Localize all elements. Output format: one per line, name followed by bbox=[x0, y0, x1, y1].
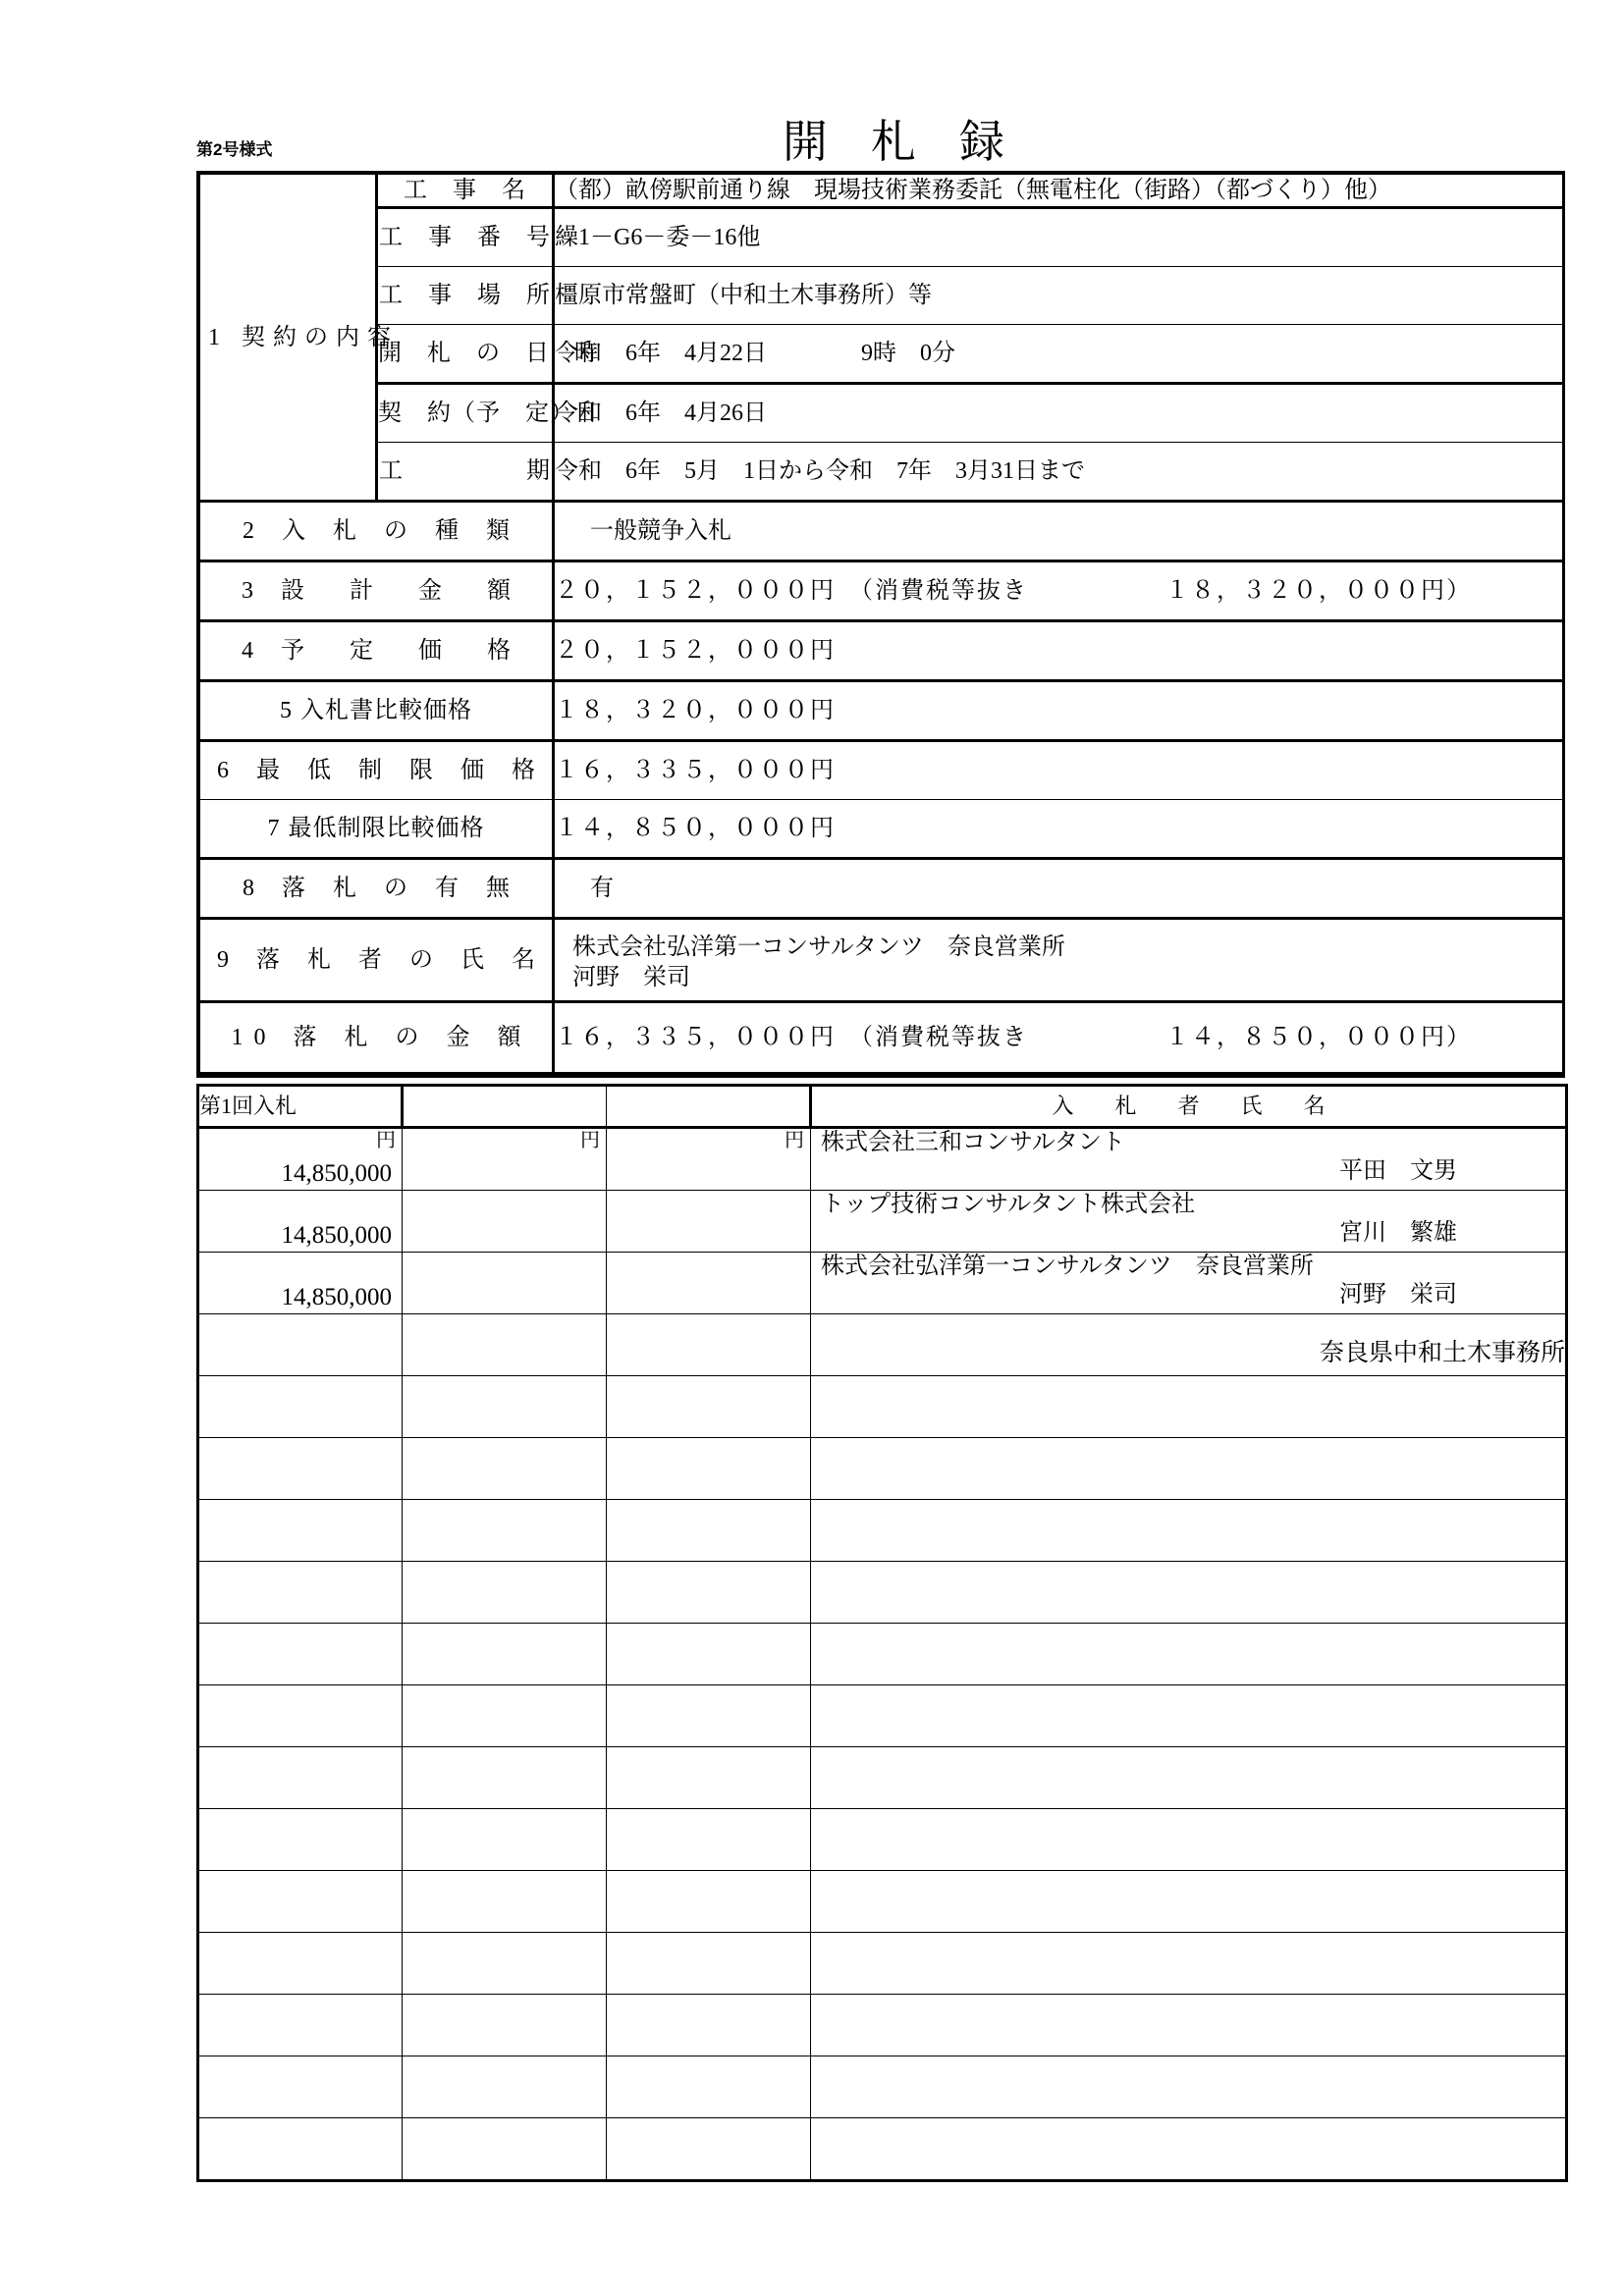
bid-amount-cell-3 bbox=[607, 1314, 811, 1376]
bid-amount-cell-1 bbox=[198, 1191, 403, 1253]
bid-amount-cell-1 bbox=[198, 1747, 403, 1809]
bidder-cell bbox=[811, 2056, 1567, 2118]
row-value-winner-name bbox=[554, 919, 1563, 1002]
table-row bbox=[198, 1253, 1567, 1314]
bid-amount-cell-1 bbox=[198, 1253, 403, 1314]
bidder-cell bbox=[811, 1191, 1567, 1253]
bid-round-table bbox=[196, 1084, 1568, 2182]
row-value-work-name: （都）畝傍駅前通り線 現場技術業務委託（無電柱化（街路）（都づくり）他） bbox=[554, 175, 1563, 208]
table-row bbox=[198, 1376, 1567, 1438]
row-label-minimum-limit-price-text: 6 最 低 制 限 価 格 bbox=[217, 758, 546, 784]
table-row-work-place bbox=[200, 267, 1563, 325]
row-label-planned-price bbox=[200, 621, 554, 681]
bidder-cell bbox=[811, 1624, 1567, 1685]
bid-amount-cell-1 bbox=[198, 1128, 403, 1191]
table-row-period bbox=[200, 443, 1563, 502]
bid-amount-cell-2 bbox=[403, 1253, 607, 1314]
bid-amount-cell-3 bbox=[607, 1562, 811, 1624]
row-label-winner-name bbox=[200, 919, 554, 1002]
bid-amount-cell-3 bbox=[607, 1933, 811, 1995]
bidder-company: 株式会社弘洋第一コンサルタンツ 奈良営業所 bbox=[821, 1254, 1314, 1279]
bid-amount-cell-3 bbox=[607, 1747, 811, 1809]
row-label-work-number bbox=[377, 208, 554, 267]
row-label-opening-datetime bbox=[377, 325, 599, 384]
issuing-office: 奈良県中和土木事務所 bbox=[1319, 1340, 1565, 1366]
bid-amount-1: 14,850,000 bbox=[281, 1160, 392, 1187]
row-value-work-place: 橿原市常盤町（中和土木事務所）等 bbox=[554, 267, 1563, 325]
row-label-contract-date-text: 契 約（予 定）日 bbox=[378, 400, 599, 427]
bid-amount-1: 14,850,000 bbox=[281, 1222, 392, 1249]
bid-amount-cell-2 bbox=[403, 1933, 607, 1995]
bid-round-label: 第1回入札 bbox=[198, 1086, 403, 1128]
contract-section-label-text: 1 契約の内容 bbox=[208, 324, 399, 350]
row-label-winning-amount bbox=[200, 1002, 554, 1074]
row-label-minimum-limit-price bbox=[200, 741, 554, 800]
row-label-period-text: 工 期 bbox=[379, 458, 551, 485]
row-label-bid-type-text: 2 入 札 の 種 類 bbox=[243, 518, 520, 545]
row-label-work-number-text: 工 事 番 号 bbox=[379, 225, 551, 251]
bid-amount-cell-3 bbox=[607, 2118, 811, 2181]
bid-amount-cell-3 bbox=[607, 1253, 811, 1314]
row-label-bid-comparison-price bbox=[200, 681, 554, 741]
bid-amount-cell-2 bbox=[403, 1624, 607, 1685]
table-row bbox=[198, 1562, 1567, 1624]
row-label-bid-comparison-price-text: 5 入札書比較価格 bbox=[280, 698, 472, 724]
bidder-company: 株式会社三和コンサルタント bbox=[821, 1130, 1125, 1155]
table-row bbox=[198, 1933, 1567, 1995]
bidder-cell bbox=[811, 1809, 1567, 1871]
row-value-period: 令和 6年 5月 1日から令和 7年 3月31日まで bbox=[554, 443, 1563, 502]
table-row bbox=[198, 2118, 1567, 2181]
bid-amount-cell-2 bbox=[403, 1128, 607, 1191]
bid-amount-cell-2 bbox=[403, 1500, 607, 1562]
bid-amount-cell-1 bbox=[198, 1314, 403, 1376]
bid-amount-cell-2 bbox=[403, 1562, 607, 1624]
table-row bbox=[198, 1685, 1567, 1747]
bid-amount-cell-1 bbox=[198, 1871, 403, 1933]
document-title: 開札録 bbox=[783, 117, 1048, 167]
bid-amount-cell-1 bbox=[198, 1438, 403, 1500]
bid-amount-cell-2 bbox=[403, 1376, 607, 1438]
row-label-minimum-limit-comparison-price bbox=[200, 800, 554, 859]
bid-amount-cell-2 bbox=[403, 1685, 607, 1747]
bid-amount-cell-2 bbox=[403, 1747, 607, 1809]
bid-amount-cell-1 bbox=[198, 1500, 403, 1562]
bid-amount-cell-3 bbox=[607, 1376, 811, 1438]
table-row-minimum-limit-price bbox=[200, 741, 1563, 800]
table-row-bid-type bbox=[200, 502, 1563, 561]
row-label-work-place-text: 工 事 場 所 bbox=[379, 283, 551, 309]
bidder-cell bbox=[811, 2118, 1567, 2181]
yen-symbol-2: 円 bbox=[580, 1130, 600, 1151]
bid-header-col2 bbox=[403, 1086, 607, 1128]
bidder-cell bbox=[811, 1933, 1567, 1995]
row-label-contract-date bbox=[377, 384, 599, 443]
bidder-cell bbox=[811, 1128, 1567, 1191]
table-row-opening-datetime bbox=[200, 325, 1563, 384]
row-value-bid-comparison-price: １８，３２０，０００円 bbox=[554, 681, 1563, 741]
bid-amount-cell-1 bbox=[198, 1624, 403, 1685]
row-label-opening-datetime-text: 開 札 の 日 時 bbox=[378, 341, 599, 367]
bid-amount-cell-2 bbox=[403, 2056, 607, 2118]
winning-amount-primary: １６，３３５，０００円 （消費税等抜き bbox=[555, 1025, 1028, 1051]
row-value-contract-date: 令和 6年 4月26日 bbox=[554, 384, 1563, 443]
design-amount-primary: ２０，１５２，０００円 （消費税等抜き bbox=[555, 578, 1028, 605]
table-row bbox=[198, 1191, 1567, 1253]
row-value-award-exists: 有 bbox=[554, 859, 1563, 919]
bid-amount-cell-1 bbox=[198, 2118, 403, 2181]
row-value-opening-datetime: 令和 6年 4月22日 9時 0分 bbox=[554, 325, 1563, 384]
row-label-winner-name-text: 9 落 札 者 の 氏 名 bbox=[217, 947, 546, 974]
winner-company: 株式会社弘洋第一コンサルタンツ 奈良営業所 bbox=[572, 934, 1065, 961]
bidder-cell bbox=[811, 1685, 1567, 1747]
bid-amount-cell-2 bbox=[403, 1438, 607, 1500]
bidder-name-header: 入札者氏名 bbox=[811, 1086, 1567, 1128]
bidder-cell bbox=[811, 1376, 1567, 1438]
row-label-work-name-text: 工 事 名 bbox=[404, 178, 526, 203]
row-value-design-amount bbox=[554, 561, 1563, 621]
bid-amount-cell-3 bbox=[607, 1191, 811, 1253]
bid-amount-cell-3 bbox=[607, 1685, 811, 1747]
bid-amount-cell-3 bbox=[607, 2056, 811, 2118]
bidder-cell bbox=[811, 1747, 1567, 1809]
bid-amount-cell-1 bbox=[198, 1376, 403, 1438]
table-row bbox=[198, 1871, 1567, 1933]
row-label-design-amount bbox=[200, 561, 554, 621]
table-row-winning-amount bbox=[200, 1002, 1563, 1074]
contract-section-label bbox=[200, 175, 399, 502]
bid-amount-cell-3 bbox=[607, 1128, 811, 1191]
bid-amount-cell-2 bbox=[403, 2118, 607, 2181]
bidder-cell bbox=[811, 1562, 1567, 1624]
bid-amount-cell-2 bbox=[403, 1809, 607, 1871]
table-row-contract-date bbox=[200, 384, 1563, 443]
form-number: 第2号様式 bbox=[196, 140, 273, 159]
bidder-cell bbox=[811, 1500, 1567, 1562]
table-row bbox=[198, 1995, 1567, 2056]
bid-amount-cell-3 bbox=[607, 1500, 811, 1562]
row-value-minimum-limit-comparison-price: １４，８５０，０００円 bbox=[554, 800, 1563, 859]
bid-amount-cell-1 bbox=[198, 2056, 403, 2118]
row-label-work-name bbox=[377, 175, 554, 208]
winner-person: 河野 栄司 bbox=[572, 965, 690, 991]
bidder-cell bbox=[811, 1995, 1567, 2056]
bid-amount-cell-2 bbox=[403, 1191, 607, 1253]
table-row-award-exists bbox=[200, 859, 1563, 919]
bid-amount-cell-3 bbox=[607, 1995, 811, 2056]
table-row-planned-price bbox=[200, 621, 1563, 681]
bid-amount-cell-3 bbox=[607, 1871, 811, 1933]
row-label-award-exists-text: 8 落 札 の 有 無 bbox=[243, 876, 520, 902]
bid-amount-cell-3 bbox=[607, 1624, 811, 1685]
table-row bbox=[198, 1500, 1567, 1562]
row-value-winning-amount bbox=[554, 1002, 1563, 1074]
bidder-person: 宮川 繁雄 bbox=[1339, 1220, 1457, 1247]
table-row-minimum-limit-comparison-price bbox=[200, 800, 1563, 859]
design-amount-excl-tax: １８，３２０，０００円） bbox=[1165, 578, 1472, 605]
bid-amount-cell-3 bbox=[607, 1809, 811, 1871]
bid-amount-cell-1 bbox=[198, 1809, 403, 1871]
row-value-bid-type: 一般競争入札 bbox=[554, 502, 1563, 561]
bidder-person: 河野 栄司 bbox=[1339, 1282, 1457, 1308]
bidder-company: トップ技術コンサルタント株式会社 bbox=[821, 1192, 1196, 1217]
bidder-person: 平田 文男 bbox=[1339, 1158, 1457, 1185]
yen-symbol-3: 円 bbox=[785, 1130, 804, 1151]
table-row bbox=[198, 1438, 1567, 1500]
table-row-winner-name bbox=[200, 919, 1563, 1002]
row-label-planned-price-text: 4 予 定 価 格 bbox=[242, 638, 521, 665]
yen-symbol-1: 円 bbox=[376, 1130, 396, 1151]
row-label-bid-type bbox=[200, 502, 554, 561]
bid-amount-cell-1 bbox=[198, 1685, 403, 1747]
bid-amount-cell-2 bbox=[403, 1995, 607, 2056]
row-label-award-exists bbox=[200, 859, 554, 919]
bid-table-header-row bbox=[198, 1086, 1567, 1128]
row-label-period bbox=[377, 443, 554, 502]
bid-amount-1: 14,850,000 bbox=[281, 1284, 392, 1310]
bid-amount-cell-1 bbox=[198, 1933, 403, 1995]
bidder-cell bbox=[811, 1438, 1567, 1500]
main-info-frame bbox=[196, 171, 1565, 1078]
row-label-winning-amount-text: 10 落 札 の 金 額 bbox=[231, 1025, 532, 1051]
table-row bbox=[198, 1747, 1567, 1809]
table-row bbox=[198, 1128, 1567, 1191]
bid-amount-cell-1 bbox=[198, 1562, 403, 1624]
bid-header-col3 bbox=[607, 1086, 811, 1128]
bid-amount-cell-3 bbox=[607, 1438, 811, 1500]
table-row-work-name bbox=[200, 175, 1563, 208]
winning-amount-excl-tax: １４，８５０，０００円） bbox=[1165, 1025, 1472, 1051]
table-row bbox=[198, 1809, 1567, 1871]
table-row-design-amount bbox=[200, 561, 1563, 621]
row-value-work-number: 繰1－G6－委－16他 bbox=[554, 208, 1563, 267]
bid-amount-cell-2 bbox=[403, 1314, 607, 1376]
row-value-minimum-limit-price: １６，３３５，０００円 bbox=[554, 741, 1563, 800]
row-label-minimum-limit-comparison-price-text: 7 最低制限比較価格 bbox=[267, 816, 485, 842]
table-row-work-number bbox=[200, 208, 1563, 267]
table-row-bid-comparison-price bbox=[200, 681, 1563, 741]
bid-amount-cell-1 bbox=[198, 1995, 403, 2056]
main-info-table bbox=[199, 174, 1563, 1075]
row-label-design-amount-text: 3 設 計 金 額 bbox=[242, 578, 521, 605]
table-row bbox=[198, 2056, 1567, 2118]
table-row bbox=[198, 1624, 1567, 1685]
bid-amount-cell-2 bbox=[403, 1871, 607, 1933]
row-value-planned-price: ２０，１５２，０００円 bbox=[554, 621, 1563, 681]
bidder-cell bbox=[811, 1871, 1567, 1933]
row-label-work-place bbox=[377, 267, 554, 325]
bidder-cell bbox=[811, 1253, 1567, 1314]
